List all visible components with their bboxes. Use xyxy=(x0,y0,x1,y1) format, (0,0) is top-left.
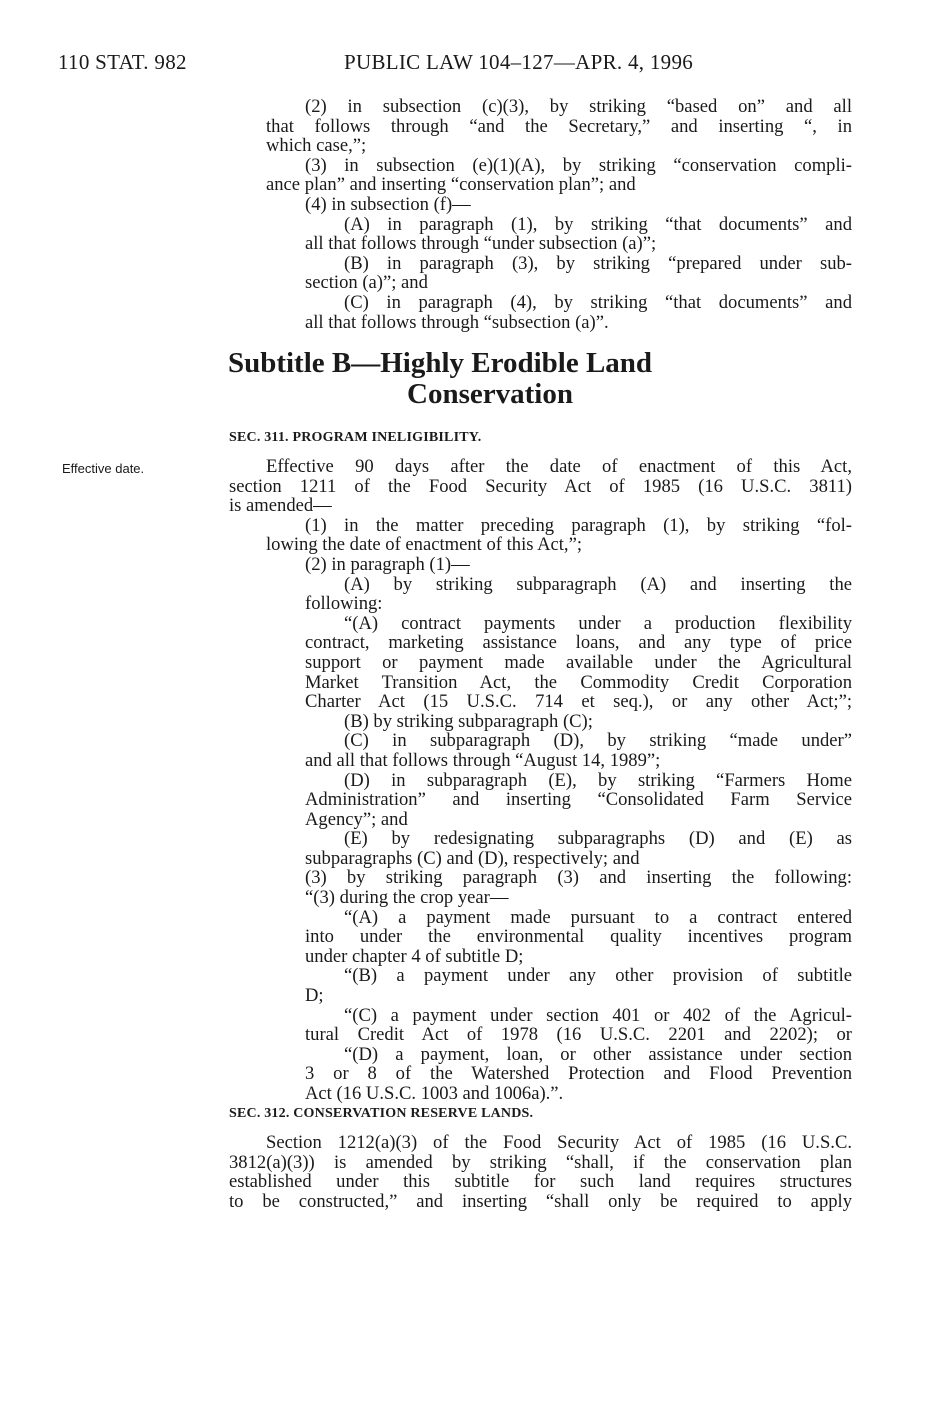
text-line: Section 1212(a)(3) of the Food Security Act of 1985 (16 U.S.C. xyxy=(266,1132,852,1153)
text-line: lowing the date of enactment of this Act,”; xyxy=(266,534,583,556)
margin-note-effective-date: Effective date. xyxy=(62,461,145,476)
text-line: (D) in subparagraph (E), by striking “Farmers Home xyxy=(344,769,852,791)
text-line: ance plan” and inserting “conservation plan”; and xyxy=(266,174,636,196)
text-line: “(A) a payment made pursuant to a contract entered xyxy=(344,906,852,928)
text-line: Act (16 U.S.C. 1003 and 1006a).”. xyxy=(305,1083,564,1104)
text-line: (3) by striking paragraph (3) and inserting the following: xyxy=(305,867,852,889)
text-line: all that follows through “under subsection (a)”; xyxy=(305,233,657,255)
text-line: “(3) during the crop year— xyxy=(305,887,509,909)
text-line: section (a)”; and xyxy=(305,272,428,294)
text-line: “(C) a payment under section 401 or 402 of the Agricul- xyxy=(344,1004,852,1026)
text-line: is amended— xyxy=(229,495,332,517)
text-line: (1) in the matter preceding paragraph (1), by striking “fol- xyxy=(305,514,852,536)
subtitle-heading xyxy=(190,348,690,410)
text-line: “(A) contract payments under a production flexibility xyxy=(344,612,852,634)
section-311-heading: SEC. 311. PROGRAM INELIGIBILITY. xyxy=(229,430,482,445)
text-line: all that follows through “subsection (a)”. xyxy=(305,311,609,333)
text-line: D; xyxy=(305,985,324,1007)
text-line: (E) by redesignating subparagraphs (D) and (E) as xyxy=(344,828,852,850)
text-line: “(B) a payment under any other provision of subtitle xyxy=(344,965,852,987)
text-line: (C) in subparagraph (D), by striking “made under” xyxy=(344,730,852,752)
text-line: into under the environmental quality incentives program xyxy=(305,926,852,948)
running-header-title: PUBLIC LAW 104–127—APR. 4, 1996 xyxy=(344,50,694,74)
text-line: (B) in paragraph (3), by striking “prepared under sub- xyxy=(344,252,852,274)
text-line: (A) by striking subparagraph (A) and inserting the xyxy=(344,573,852,595)
text-line: section 1211 of the Food Security Act of 1985 (16 U.S.C. 3811) xyxy=(229,475,852,497)
text-line: following: xyxy=(305,593,383,615)
subtitle-line-1: Subtitle B—Highly Erodible Land xyxy=(227,347,653,379)
text-line: contract, marketing assistance loans, and any type of price xyxy=(305,632,852,654)
text-line: Charter Act (15 U.S.C. 714 et seq.), or any other Act;”; xyxy=(305,691,852,713)
text-line: Market Transition Act, the Commodity Credit Corporation xyxy=(305,671,852,693)
text-line: (C) in paragraph (4), by striking “that documents” and xyxy=(344,291,852,313)
text-line: which case,”; xyxy=(266,135,367,157)
text-line: subparagraphs (C) and (D), respectively; and xyxy=(305,847,640,869)
text-line: (B) by striking subparagraph (C); xyxy=(344,710,593,732)
text-line: tural Credit Act of 1978 (16 U.S.C. 2201 and 2202); or xyxy=(305,1024,852,1046)
section-311-body xyxy=(229,457,852,1104)
text-line: Administration” and inserting “Consolidated Farm Service xyxy=(305,789,852,811)
section-312-body xyxy=(229,1133,852,1211)
text-line: (2) in subsection (c)(3), by striking “based on” and all xyxy=(305,96,852,117)
text-line: 3812(a)(3)) is amended by striking “shall, if the conservation plan xyxy=(229,1151,852,1173)
subtitle-line-2: Conservation xyxy=(407,378,573,410)
amendment-continuation xyxy=(266,97,852,332)
text-line: to be constructed,” and inserting “shall only be required to apply xyxy=(229,1190,852,1212)
text-line: established under this subtitle for such land requires structures xyxy=(229,1171,852,1193)
text-line: 3 or 8 of the Watershed Protection and Flood Prevention xyxy=(305,1063,852,1085)
text-line: under chapter 4 of subtitle D; xyxy=(305,945,524,967)
text-line: (2) in paragraph (1)— xyxy=(305,553,470,575)
page-stat-reference: 110 STAT. 982 xyxy=(58,50,187,74)
section-312-heading: SEC. 312. CONSERVATION RESERVE LANDS. xyxy=(229,1106,534,1121)
text-line: (4) in subsection (f)— xyxy=(305,193,471,215)
text-line: Agency”; and xyxy=(305,808,408,830)
text-line: support or payment made available under the Agricultural xyxy=(305,651,852,673)
text-line: (3) in subsection (e)(1)(A), by striking “conservation compli- xyxy=(305,154,852,176)
text-line: that follows through “and the Secretary,” and inserting “, in xyxy=(266,115,852,137)
text-line: Effective 90 days after the date of enactment of this Act, xyxy=(266,456,852,477)
text-line: (A) in paragraph (1), by striking “that documents” and xyxy=(344,213,852,235)
text-line: and all that follows through “August 14, 1989”; xyxy=(305,749,661,771)
text-line: “(D) a payment, loan, or other assistance under section xyxy=(344,1043,852,1065)
